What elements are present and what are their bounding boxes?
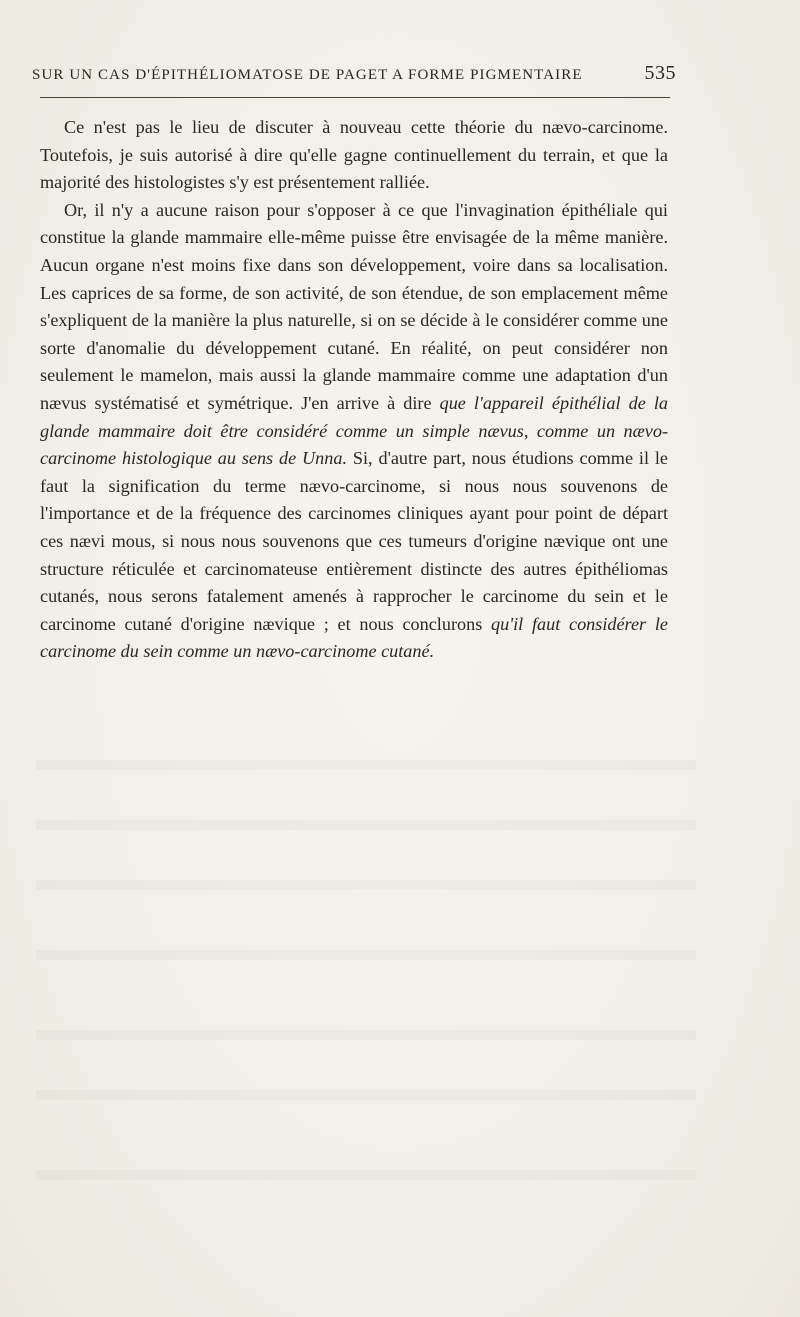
bleed-through	[36, 820, 696, 830]
bleed-through	[36, 880, 696, 890]
paragraph-2-italic-a: que l'appareil épithélial de la glande mammaire doit être considéré comme un simple nævus, comme un nævo-carcinome histologique au sens de Unna.	[40, 392, 668, 469]
bleed-through	[36, 1090, 696, 1100]
bleed-through	[36, 1030, 696, 1040]
paragraph-2	[40, 197, 668, 666]
running-head	[32, 62, 676, 85]
body-text	[40, 114, 668, 666]
paragraph-2-italic-b: qu'il faut considérer le carcinome du sein comme un nævo-carcinome cutané.	[40, 613, 668, 662]
running-title: SUR UN CAS D'ÉPITHÉLIOMATOSE DE PAGET A FORME PIGMENTAIRE	[32, 67, 583, 83]
bleed-through	[36, 1170, 696, 1180]
header-rule	[40, 97, 670, 98]
bleed-through	[36, 950, 696, 960]
bleed-through	[36, 760, 696, 770]
paragraph-2-text-a: Or, il n'y a aucune raison pour s'opposer à ce que l'invagination épithéliale qui constitue la glande mammaire elle-même puisse être envisagée de la même manière. Aucun organe n'est moins fixe dans son développement, voire dans sa localisation. Les caprices de sa forme, de son activité, de son étendue, de son emplacement même s'expliquent de la manière la plus naturelle, si on se décide à le considérer comme une sorte d'anomalie du développement cutané. En réalité, on peut considérer non seulement le mamelon, mais aussi la glande mammaire comme une adaptation d'un nævus systématisé et symétrique. J'en arrive à dire	[40, 199, 668, 413]
paragraph-1: Ce n'est pas le lieu de discuter à nouveau cette théorie du nævo-carcinome. Toutefois, je suis autorisé à dire qu'elle gagne continuellement du terrain, et que la majorité des histologistes s'y est présentement ralliée.	[40, 117, 668, 193]
page-number: 535	[644, 62, 676, 84]
paragraph-2-text-b: Si, d'autre part, nous étudions comme il le faut la signification du terme nævo-carcinome, si nous nous souvenons de l'importance et de la fréquence des carcinomes cliniques ayant pour point de départ ces nævi mous, si nous nous souvenons que ces tumeurs d'origine nævique ont une structure réticulée et carcinomateuse entièrement distincte des autres épithéliomas cutanés, nous serons fatalement amenés à rapprocher le carcinome du sein et le carcinome cutané d'origine nævique ; et nous conclurons	[40, 448, 668, 634]
